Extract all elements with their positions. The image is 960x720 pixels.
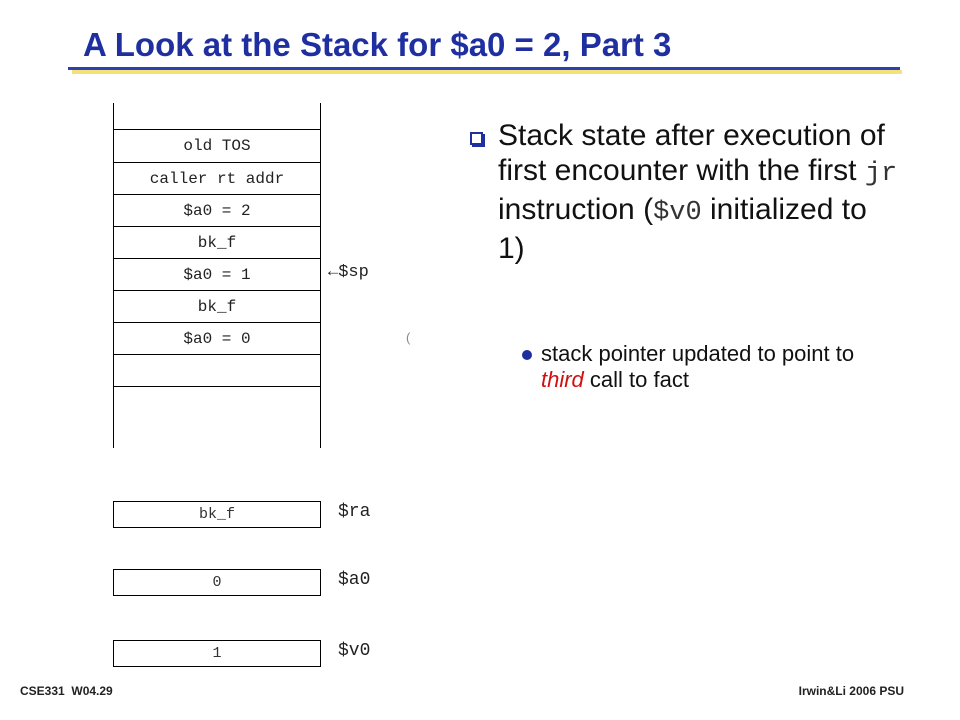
register-v0-label: $v0: [338, 641, 371, 661]
bullet-text-part: Stack state after execution of first encounter with the first: [498, 119, 885, 187]
code-v0: $v0: [653, 198, 702, 228]
bullet-text-part: initialized to 1): [498, 193, 867, 265]
stack-cell-a0-2: $a0 = 2: [183, 202, 251, 220]
register-ra-box: bk_f: [113, 501, 321, 528]
code-jr: jr: [864, 159, 898, 189]
register-ra-label: $ra: [338, 502, 371, 522]
stack-cell-empty: [113, 355, 321, 387]
slide-title: A Look at the Stack for $a0 = 2, Part 3: [83, 26, 672, 63]
stack-cell-old-tos: old TOS: [183, 137, 251, 155]
register-v0-box: 1: [113, 640, 321, 667]
sub-bullet-text-part: stack pointer updated to point to: [541, 341, 855, 366]
footer-credit: Irwin&Li 2006 PSU: [798, 684, 904, 698]
filled-circle-bullet-icon: [522, 350, 532, 360]
stack-cell-bk-f: bk_f: [197, 234, 237, 252]
footer-course-id: CSE331 W04.29: [20, 684, 113, 698]
title-underline: [68, 67, 900, 70]
sub-bullet-text: [541, 341, 901, 393]
stray-mark: (: [406, 330, 411, 345]
register-a0-box: 0: [113, 569, 321, 596]
sub-bullet-text-part: call to fact: [583, 367, 689, 392]
title-underline-shadow: [72, 70, 902, 74]
stack-cell-a0-0: $a0 = 0: [183, 330, 251, 348]
stack-cell-caller-rt-addr: caller rt addr: [149, 170, 285, 188]
stack-pointer-arrow: ←$sp: [328, 263, 369, 282]
register-a0-label: $a0: [338, 570, 371, 590]
emphasis-third: third: [541, 367, 584, 392]
stack-cell-a0-1: $a0 = 1: [183, 266, 251, 284]
main-bullet-text: [498, 118, 898, 266]
hollow-square-bullet-icon: [470, 132, 483, 145]
bullet-text-part: instruction (: [498, 193, 654, 226]
stack-cell-bk-f: bk_f: [197, 298, 237, 316]
